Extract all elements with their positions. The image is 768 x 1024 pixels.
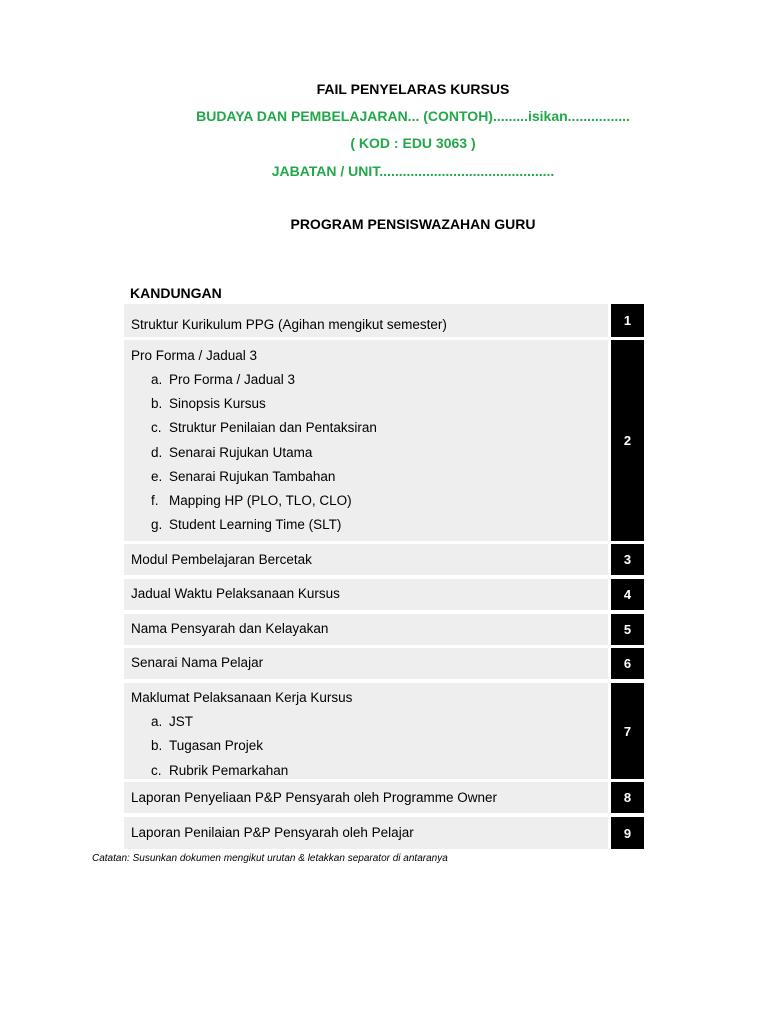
contents-row xyxy=(124,782,644,813)
footnote: Catatan: Susunkan dokumen mengikut urutan & letakkan separator di antaranya xyxy=(92,853,448,864)
contents-row xyxy=(124,683,644,779)
subitem-text: Struktur Penilaian dan Pentaksiran xyxy=(169,420,377,436)
contents-row xyxy=(124,304,644,337)
contents-item-label: Senarai Nama Pelajar xyxy=(131,655,264,670)
subitem-marker: c. xyxy=(151,420,162,436)
subitem-text: Tugasan Projek xyxy=(169,738,264,754)
contents-row xyxy=(124,579,644,610)
contents-subitem xyxy=(151,493,352,509)
contents-row xyxy=(124,817,644,849)
contents-subitem xyxy=(151,420,377,436)
subitem-text: Student Learning Time (SLT) xyxy=(169,517,342,533)
subitem-marker: a. xyxy=(151,372,163,387)
subitem-text: Senarai Rujukan Tambahan xyxy=(169,468,336,484)
subitem-marker: f. xyxy=(151,493,159,508)
contents-row xyxy=(124,340,644,541)
subitem-marker: c. xyxy=(151,762,162,778)
contents-subitem xyxy=(151,517,341,533)
section-number: 9 xyxy=(611,817,644,849)
subitem-text: Sinopsis Kursus xyxy=(169,396,266,412)
contents-item-label: Laporan Penyeliaan P&P Pensyarah oleh Programme Owner xyxy=(131,790,497,805)
contents-row xyxy=(124,544,644,575)
contents-cell xyxy=(124,544,608,575)
subitem-text: Pro Forma / Jadual 3 xyxy=(169,372,296,387)
department-line: JABATAN / UNIT............................................. xyxy=(271,163,555,179)
subitem-marker: g. xyxy=(151,517,163,533)
contents-cell xyxy=(124,648,608,679)
section-number: 5 xyxy=(611,614,644,645)
subitem-marker: b. xyxy=(151,738,163,754)
contents-cell xyxy=(124,579,608,610)
contents-cell xyxy=(124,817,608,849)
contents-item-label: Laporan Penilaian P&P Pensyarah oleh Pelajar xyxy=(131,825,414,840)
contents-cell xyxy=(124,614,608,645)
contents-subitem xyxy=(151,469,335,485)
subitem-text: Mapping HP (PLO, TLO, CLO) xyxy=(169,493,352,508)
subitem-text: Senarai Rujukan Utama xyxy=(169,444,313,460)
contents-subitem xyxy=(151,738,263,754)
contents-item-label: Pro Forma / Jadual 3 xyxy=(131,348,258,363)
contents-cell xyxy=(124,340,608,541)
section-number: 2 xyxy=(611,340,644,541)
subitem-text: JST xyxy=(169,714,194,729)
contents-item-label: Maklumat Pelaksanaan Kerja Kursus xyxy=(131,690,353,705)
section-number: 6 xyxy=(611,648,644,679)
contents-subitem xyxy=(151,372,295,388)
contents-row xyxy=(124,648,644,679)
section-number: 7 xyxy=(611,683,644,779)
course-name: BUDAYA DAN PEMBELAJARAN... (CONTOH).........isikan................ xyxy=(196,108,630,124)
subitem-marker: b. xyxy=(151,396,163,412)
subitem-marker: a. xyxy=(151,714,163,729)
contents-subitem xyxy=(151,714,193,730)
program-title: PROGRAM PENSISWAZAHAN GURU xyxy=(290,216,536,232)
contents-row xyxy=(124,614,644,645)
contents-item-label: Nama Pensyarah dan Kelayakan xyxy=(131,621,329,636)
contents-heading: KANDUNGAN xyxy=(130,285,222,301)
contents-subitem xyxy=(151,445,312,461)
contents-item-label: Modul Pembelajaran Bercetak xyxy=(131,552,312,567)
contents-item-label: Jadual Waktu Pelaksanaan Kursus xyxy=(131,586,340,601)
contents-cell xyxy=(124,782,608,813)
document-title: FAIL PENYELARAS KURSUS xyxy=(316,81,510,97)
contents-subitem xyxy=(151,763,288,779)
subitem-marker: e. xyxy=(151,468,163,484)
contents-cell xyxy=(124,683,608,779)
section-number: 8 xyxy=(611,782,644,813)
section-number: 4 xyxy=(611,579,644,610)
section-number: 1 xyxy=(611,304,644,337)
course-code: ( KOD : EDU 3063 ) xyxy=(350,135,476,151)
contents-subitem xyxy=(151,396,266,412)
subitem-marker: d. xyxy=(151,444,163,460)
contents-item-label: Struktur Kurikulum PPG (Agihan mengikut semester) xyxy=(131,317,447,332)
section-number: 3 xyxy=(611,544,644,575)
contents-cell xyxy=(124,304,608,337)
subitem-text: Rubrik Pemarkahan xyxy=(169,762,289,778)
